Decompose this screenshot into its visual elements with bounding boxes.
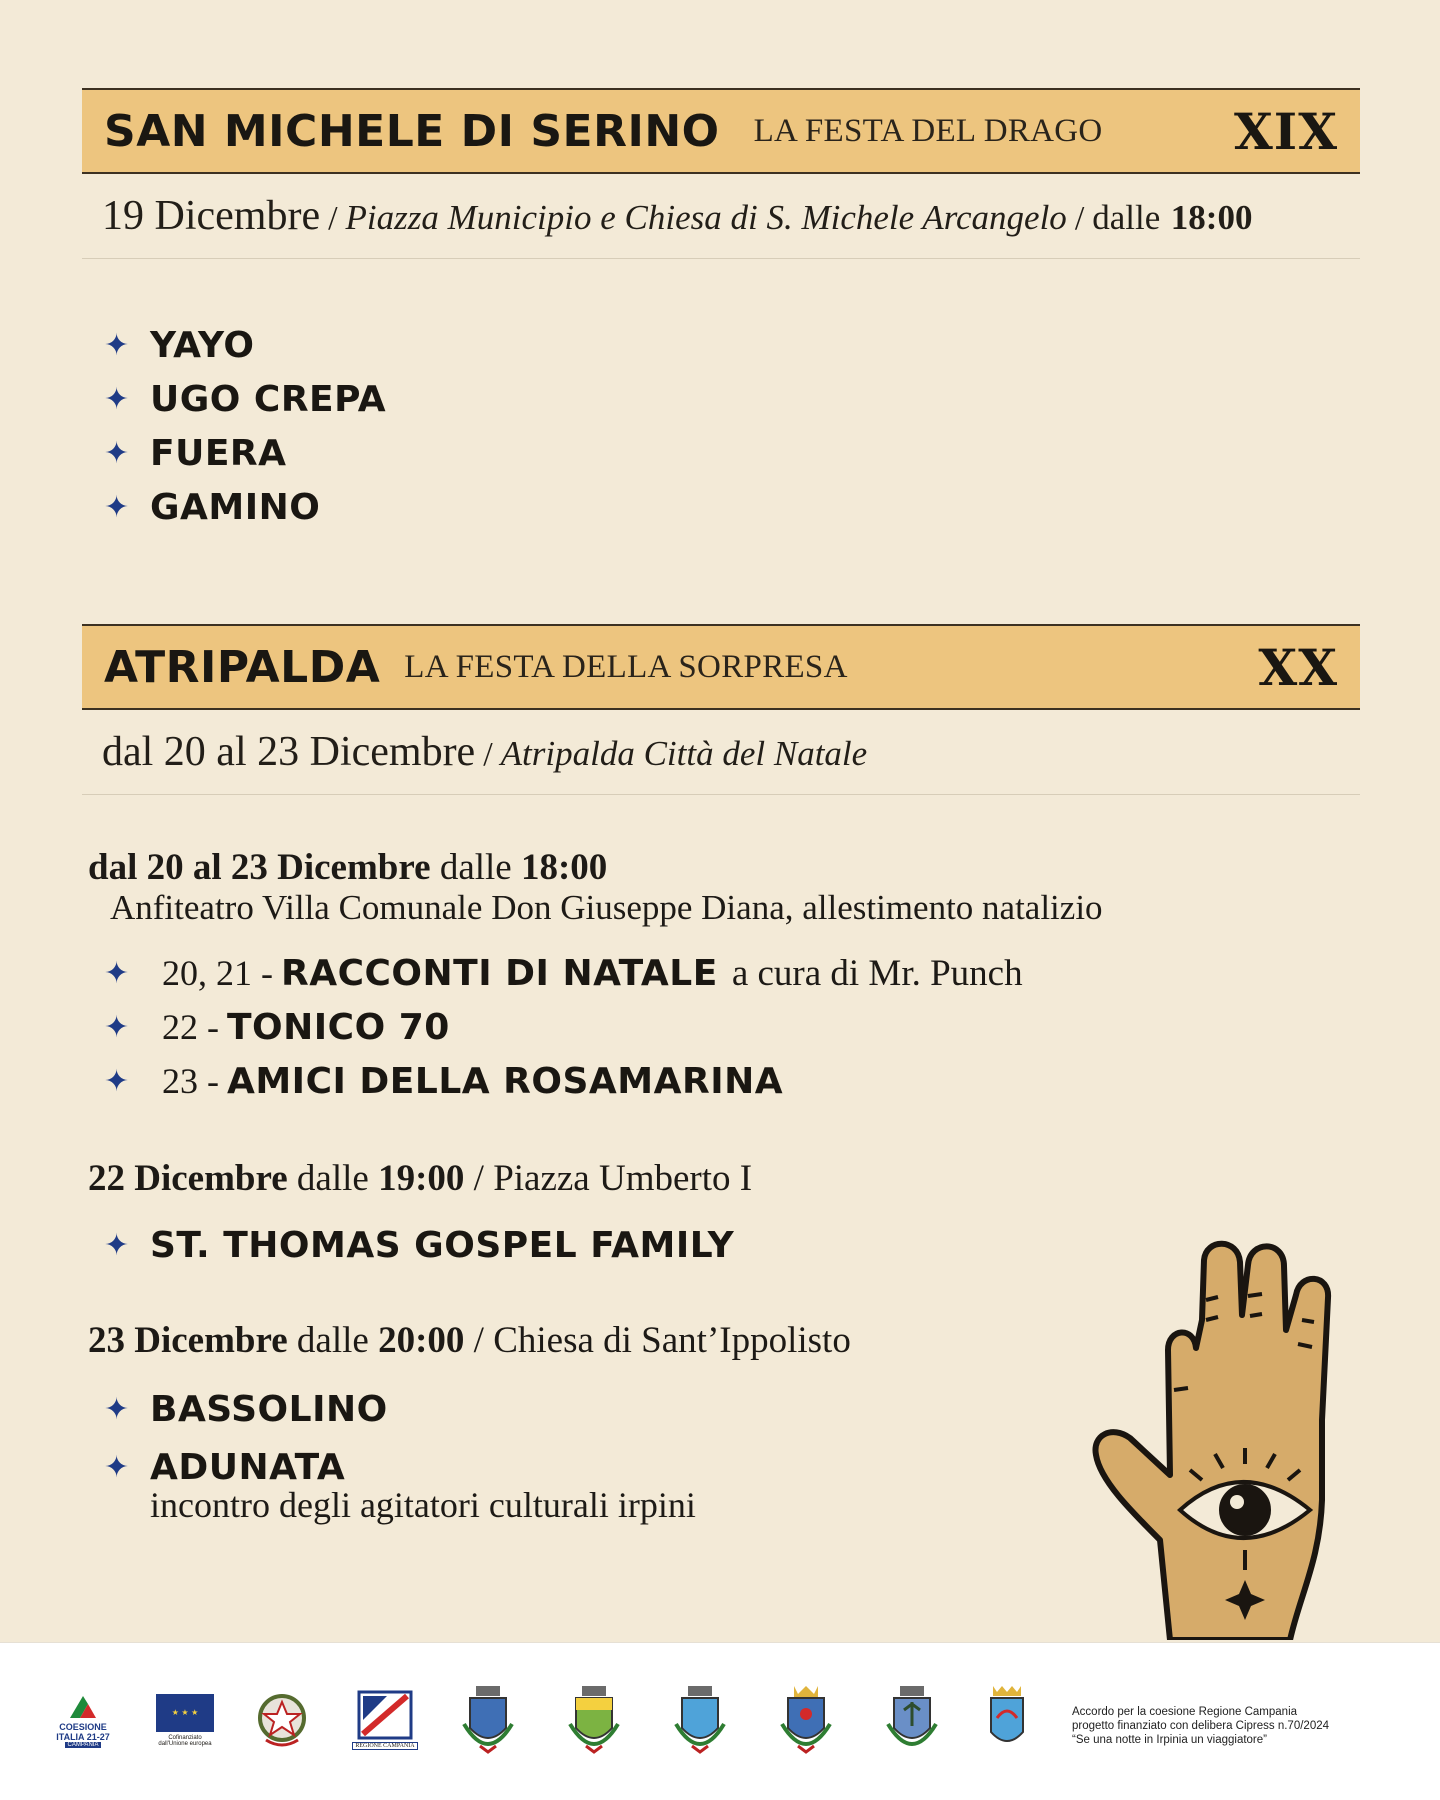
star-icon: ✦	[104, 1009, 130, 1045]
list-item	[104, 318, 386, 372]
list-item	[104, 1054, 1023, 1108]
section2-dateline: dal 20 al 23 Dicembre / Atripalda Città del Natale	[102, 729, 868, 775]
municipal-crest-3	[668, 1683, 732, 1757]
section1-dateline: 19 Dicembre / Piazza Municipio e Chiesa di S. Michele Arcangelo / dalle 18:00	[102, 193, 1253, 239]
eu-logo	[150, 1683, 220, 1757]
artist-name: FUERA	[150, 432, 287, 474]
section1-date: 19 Dicembre	[102, 193, 321, 239]
star-icon: ✦	[104, 955, 130, 991]
section1-town: SAN MICHELE DI SERINO	[104, 105, 720, 157]
coesione-sublabel: CAMPANIA	[65, 1742, 102, 1748]
star-icon: ✦	[104, 1449, 130, 1485]
section1-place: Piazza Municipio e Chiesa di S. Michele Arcangelo	[345, 198, 1067, 237]
section1-festival: LA FESTA DEL DRAGO	[753, 112, 1103, 149]
artist-name: BASSOLINO	[150, 1388, 388, 1430]
municipal-crest-2	[562, 1683, 626, 1757]
section1-numeral: XIX	[1234, 101, 1338, 161]
coesione-mark-icon	[66, 1692, 100, 1722]
star-icon: ✦	[104, 1391, 130, 1427]
list-item	[104, 1382, 696, 1436]
republic-emblem-icon	[254, 1690, 310, 1750]
crest-icon	[458, 1684, 518, 1756]
list-item	[104, 480, 386, 534]
eu-label: Cofinanziato dall'Unione europea	[158, 1734, 212, 1747]
section2-banner	[82, 624, 1360, 710]
crest-icon	[776, 1684, 836, 1756]
block2-place: Piazza Umberto I	[493, 1158, 753, 1199]
list-item	[104, 946, 1023, 1000]
section1-banner	[82, 88, 1360, 174]
artist-description: incontro degli agitatori culturali irpini	[150, 1485, 696, 1525]
program-name: TONICO 70	[227, 1006, 450, 1048]
block2-time: 19:00	[378, 1158, 465, 1199]
municipal-crest-1	[456, 1683, 520, 1757]
list-item	[104, 1000, 1023, 1054]
block2-artist-list	[104, 1218, 734, 1272]
crest-icon	[670, 1684, 730, 1756]
block2-heading: 22 Dicembre dalle 19:00 / Piazza Umberto I	[88, 1158, 753, 1199]
block3-artist-list	[104, 1382, 696, 1526]
program-name: AMICI DELLA ROSAMARINA	[227, 1060, 784, 1102]
section1-artist-list	[104, 318, 386, 534]
section2-place: Atripalda Città del Natale	[500, 734, 868, 773]
block2-date: 22 Dicembre	[88, 1158, 288, 1199]
star-icon: ✦	[104, 1227, 130, 1263]
section1-from: dalle	[1092, 198, 1161, 237]
artist-name: ADUNATA	[150, 1446, 346, 1488]
eu-flag-icon: ★ ★ ★	[156, 1694, 214, 1732]
funding-line-1: Accordo per la coesione Regione Campania	[1072, 1706, 1298, 1718]
crest-icon	[882, 1684, 942, 1756]
section1-time: 18:00	[1170, 198, 1253, 237]
funding-line-3: “Se una notte in Irpinia un viaggiatore”	[1072, 1734, 1267, 1746]
municipal-crest-5	[880, 1683, 944, 1757]
star-icon: ✦	[104, 435, 130, 471]
block2-from: dalle	[296, 1158, 369, 1199]
section2-numeral: XX	[1258, 637, 1338, 697]
block3-place: Chiesa di Sant’Ippolisto	[493, 1320, 851, 1361]
star-icon: ✦	[104, 327, 130, 363]
program-days: 23 -	[162, 1061, 219, 1101]
crest-icon	[564, 1684, 624, 1756]
program-name: RACCONTI DI NATALE	[281, 952, 718, 994]
block3-from: dalle	[296, 1320, 369, 1361]
regione-campania-icon	[357, 1690, 413, 1740]
regione-campania-logo	[350, 1683, 420, 1757]
divider	[82, 258, 1360, 259]
coesione-italia-logo	[48, 1683, 118, 1757]
italian-republic-emblem	[250, 1683, 314, 1757]
municipal-crest-4	[774, 1683, 838, 1757]
block1-from: dalle	[439, 847, 512, 888]
block1-date: dal 20 al 23 Dicembre	[88, 847, 431, 888]
hamsa-hand-illustration	[1090, 1240, 1390, 1640]
crest-icon	[987, 1684, 1027, 1756]
footer-logos-bar	[0, 1642, 1440, 1800]
star-icon: ✦	[104, 381, 130, 417]
program-days: 22 -	[162, 1007, 219, 1047]
block1-heading	[88, 846, 607, 889]
list-item	[104, 426, 386, 480]
artist-name: UGO CREPA	[150, 378, 387, 420]
regione-label: REGIONE CAMPANIA	[352, 1742, 417, 1750]
block1-venue: Anfiteatro Villa Comunale Don Giuseppe Diana, allestimento natalizio	[110, 888, 1103, 927]
artist-name: ST. THOMAS GOSPEL FAMILY	[150, 1224, 735, 1266]
list-item	[104, 1442, 696, 1526]
funding-notice	[1072, 1705, 1412, 1747]
block1-program-list	[104, 946, 1023, 1108]
artist-name: YAYO	[150, 324, 255, 366]
block3-time: 20:00	[378, 1320, 465, 1361]
section2-festival: LA FESTA DELLA SORPRESA	[404, 648, 848, 685]
divider	[82, 794, 1360, 795]
block3-heading: 23 Dicembre dalle 20:00 / Chiesa di Sant’Ippolisto	[88, 1320, 851, 1361]
block1-time: 18:00	[520, 847, 608, 888]
list-item	[104, 1218, 734, 1272]
block3-date: 23 Dicembre	[88, 1320, 288, 1361]
star-icon: ✦	[104, 489, 130, 525]
program-note: a cura di Mr. Punch	[731, 952, 1023, 994]
program-days: 20, 21 -	[162, 953, 273, 993]
section2-date: dal 20 al 23 Dicembre	[102, 729, 476, 775]
star-icon: ✦	[104, 1063, 130, 1099]
funding-line-2: progetto finanziato con delibera Cipress n.70/2024	[1072, 1720, 1330, 1732]
coesione-label: COESIONE ITALIA 21-27	[56, 1722, 110, 1742]
artist-name: GAMINO	[150, 486, 321, 528]
section2-town: ATRIPALDA	[104, 641, 381, 693]
municipal-crest-6	[982, 1683, 1032, 1757]
list-item	[104, 372, 386, 426]
